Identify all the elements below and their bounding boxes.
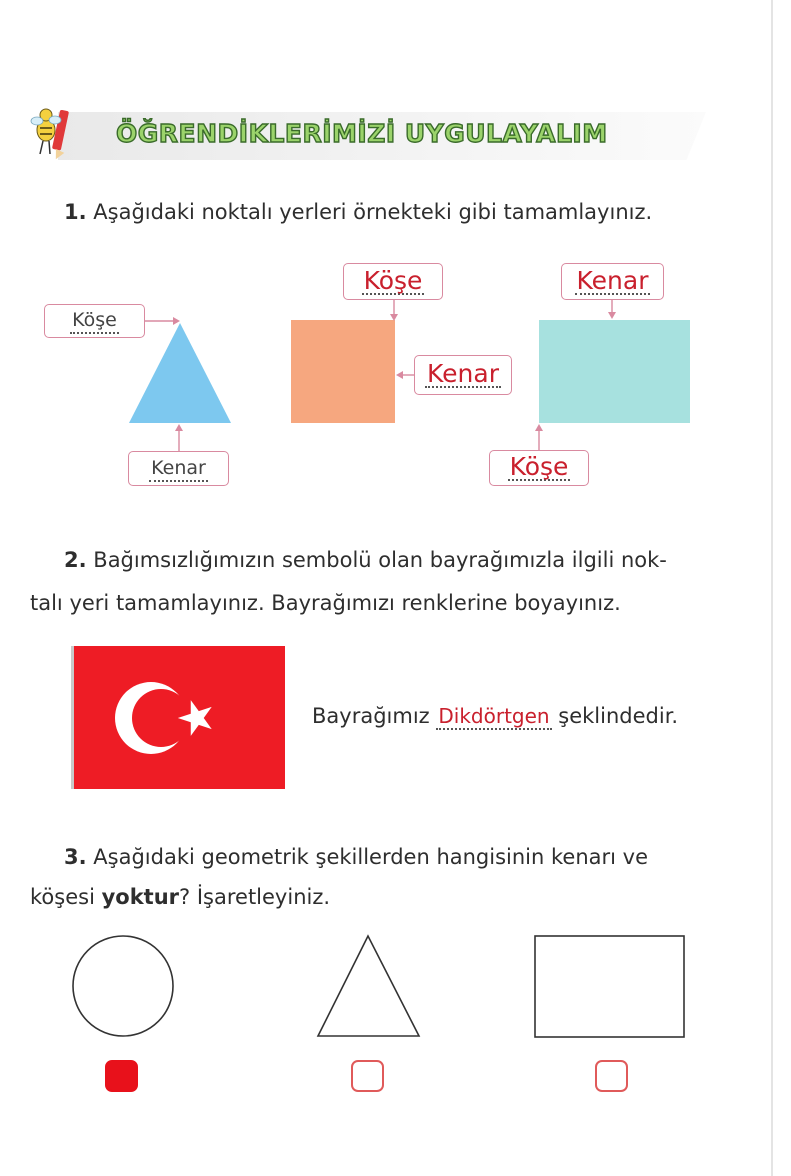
teal-rectangle	[539, 320, 690, 423]
q3-line1: 3. Aşağıdaki geometrik şekillerden hangisinin kenarı ve	[64, 845, 649, 869]
q2-answer: Dikdörtgen	[438, 704, 550, 728]
orange-square	[291, 320, 395, 423]
square-corner-label: Köşe	[343, 263, 443, 300]
blue-triangle	[129, 323, 231, 423]
rectangle-corner-label: Köşe	[489, 450, 589, 486]
turkish-flag	[71, 646, 285, 789]
option-rectangle	[535, 936, 684, 1037]
q3-number: 3.	[64, 845, 87, 869]
square-edge-label: Kenar	[414, 355, 512, 395]
option-triangle	[318, 936, 419, 1036]
page-edge	[771, 0, 773, 1176]
checkbox-circle[interactable]	[105, 1060, 138, 1092]
q2-sentence: Bayrağımız Dikdörtgen şeklindedir.	[312, 704, 679, 728]
arrow-to-triangle-edge	[175, 424, 183, 451]
q1-text: Aşağıdaki noktalı yerleri örnekteki gibi tamamlayınız.	[93, 200, 653, 224]
arrow-to-rectangle-corner	[535, 424, 543, 450]
arrow-to-square-corner	[390, 300, 398, 321]
section-title: ÖĞRENDİKLERİMİZİ UYGULAYALIM	[116, 119, 608, 148]
q3-line2: köşesi yoktur? İşaretleyiniz.	[30, 885, 331, 909]
checkbox-rectangle[interactable]	[595, 1060, 628, 1092]
option-circle	[73, 936, 173, 1036]
bee-pencil-icon	[30, 104, 76, 162]
rectangle-edge-label: Kenar	[561, 263, 664, 300]
triangle-edge-label: Kenar	[128, 451, 229, 486]
arrow-to-square-edge	[396, 371, 414, 379]
section-banner	[36, 104, 696, 162]
q2-line2: talı yeri tamamlayınız. Bayrağımızı renklerine boyayınız.	[30, 591, 621, 615]
q1-instruction	[64, 193, 652, 231]
arrow-to-rectangle-edge	[608, 300, 616, 319]
arrow-to-triangle-apex	[145, 317, 180, 325]
triangle-corner-label: Köşe	[44, 304, 145, 338]
q2-line1: 2. Bağımsızlığımızın sembolü olan bayrağımızla ilgili nok-	[64, 548, 667, 572]
q2-number: 2.	[64, 548, 87, 572]
checkbox-triangle[interactable]	[351, 1060, 384, 1092]
q1-number: 1.	[64, 200, 87, 224]
